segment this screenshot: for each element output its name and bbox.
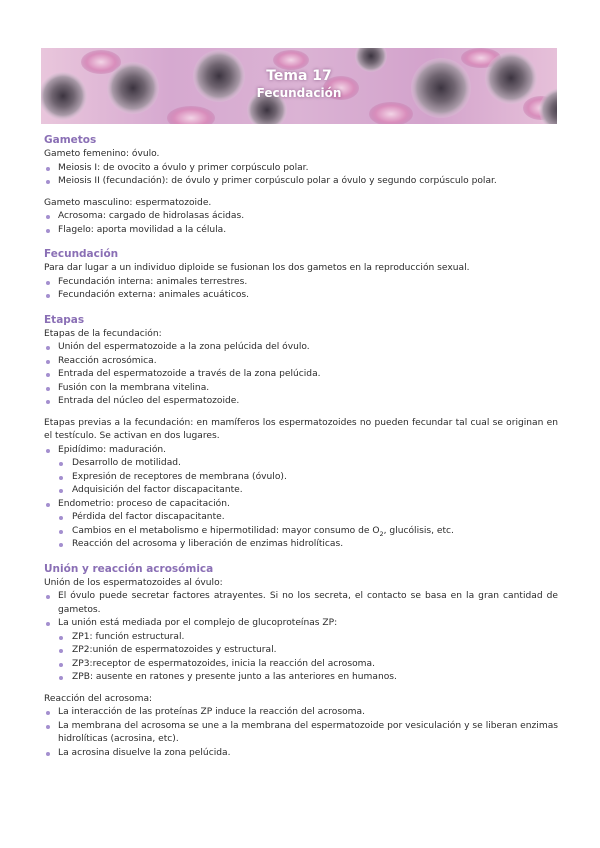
list-item: La membrana del acrosoma se une a la membrana del espermatozoide por vesiculación y se liberan enzimas hidrolíticas (acrosina, etc). bbox=[44, 720, 558, 747]
list-item: Reacción del acrosoma y liberación de enzimas hidrolíticas. bbox=[44, 538, 558, 552]
document-body bbox=[44, 133, 558, 770]
list-item: Meiosis I: de ovocito a óvulo y primer corpúsculo polar. bbox=[44, 162, 558, 176]
section-heading: Unión y reacción acrosómica bbox=[44, 562, 214, 575]
list-item: La acrosina disuelve la zona pelúcida. bbox=[44, 747, 558, 761]
subscript: 2 bbox=[379, 529, 384, 538]
bullet-list bbox=[44, 444, 558, 458]
section-heading: Etapas bbox=[44, 313, 85, 326]
list-item: Unión del espermatozoide a la zona pelúcida del óvulo. bbox=[44, 341, 558, 355]
bullet-list bbox=[44, 210, 558, 237]
text-fragment: Cambios en el metabolismo e hipermotilidad: mayor consumo de O bbox=[72, 525, 380, 536]
text-fragment: , glucólisis, etc. bbox=[383, 525, 454, 536]
list-item: Expresión de receptores de membrana (óvulo). bbox=[44, 471, 558, 485]
chapter-subtitle: Fecundación bbox=[256, 86, 342, 100]
list-item: Meiosis II (fecundación): de óvulo y primer corpúsculo polar a óvulo y segundo corpúsculo polar. bbox=[44, 175, 558, 189]
section-fecundacion bbox=[44, 247, 558, 303]
list-item: Pérdida del factor discapacitante. bbox=[44, 511, 558, 525]
paragraph: Reacción del acrosoma: bbox=[44, 693, 153, 704]
list-item: Fusión con la membrana vitelina. bbox=[44, 382, 558, 396]
list-item: Entrada del núcleo del espermatozoide. bbox=[44, 395, 558, 409]
list-item: ZP2:unión de espermatozoides y estructural. bbox=[44, 644, 558, 658]
list-item: Entrada del espermatozoide a través de la zona pelúcida. bbox=[44, 368, 558, 382]
list-item: Desarrollo de motilidad. bbox=[44, 457, 558, 471]
list-item: ZP3:receptor de espermatozoides, inicia la reacción del acrosoma. bbox=[44, 658, 558, 672]
section-union bbox=[44, 562, 558, 761]
list-item: Adquisición del factor discapacitante. bbox=[44, 484, 558, 498]
list-item bbox=[44, 525, 558, 539]
list-item: La unión está mediada por el complejo de glucoproteínas ZP: bbox=[44, 617, 558, 631]
section-heading: Gametos bbox=[44, 134, 97, 146]
paragraph: Etapas de la fecundación: bbox=[44, 328, 162, 339]
section-heading: Fecundación bbox=[44, 248, 119, 260]
list-item: La interacción de las proteínas ZP induce la reacción del acrosoma. bbox=[44, 706, 558, 720]
list-item: Fecundación interna: animales terrestres. bbox=[44, 276, 558, 290]
sub-bullet-list bbox=[44, 631, 558, 685]
sub-bullet-list bbox=[44, 511, 558, 552]
bullet-list bbox=[44, 706, 558, 760]
list-item: Acrosoma: cargado de hidrolasas ácidas. bbox=[44, 210, 558, 224]
list-item: Endometrio: proceso de capacitación. bbox=[44, 498, 558, 512]
list-item: Reacción acrosómica. bbox=[44, 355, 558, 369]
list-item: Epidídimo: maduración. bbox=[44, 444, 558, 458]
list-item: El óvulo puede secretar factores atrayentes. Si no los secreta, el contacto se basa en la gran cantidad de gametos. bbox=[44, 590, 558, 617]
chapter-title: Tema 17 bbox=[266, 68, 332, 84]
paragraph: Gameto femenino: óvulo. bbox=[44, 149, 160, 159]
bullet-list bbox=[44, 276, 558, 303]
list-item: Fecundación externa: animales acuáticos. bbox=[44, 289, 558, 303]
header-banner bbox=[41, 48, 557, 124]
bullet-list bbox=[44, 341, 558, 409]
bullet-list bbox=[44, 498, 558, 512]
paragraph: Para dar lugar a un individuo diploide se fusionan los dos gametos en la reproducción sexual. bbox=[44, 263, 470, 273]
list-item: ZPB: ausente en ratones y presente junto a las anteriores en humanos. bbox=[44, 671, 558, 685]
paragraph: Unión de los espermatozoides al óvulo: bbox=[44, 577, 223, 588]
sub-bullet-list bbox=[44, 457, 558, 498]
section-etapas bbox=[44, 313, 558, 552]
bullet-list bbox=[44, 590, 558, 631]
paragraph: Gameto masculino: espermatozoide. bbox=[44, 197, 212, 208]
list-item: ZP1: función estructural. bbox=[44, 631, 558, 645]
section-gametos bbox=[44, 133, 558, 237]
list-item: Flagelo: aporta movilidad a la célula. bbox=[44, 224, 558, 238]
paragraph: Etapas previas a la fecundación: en mamíferos los espermatozoides no pueden fecundar tal cual se originan en el testículo. Se activan en dos lugares. bbox=[44, 417, 558, 441]
bullet-list bbox=[44, 162, 558, 189]
